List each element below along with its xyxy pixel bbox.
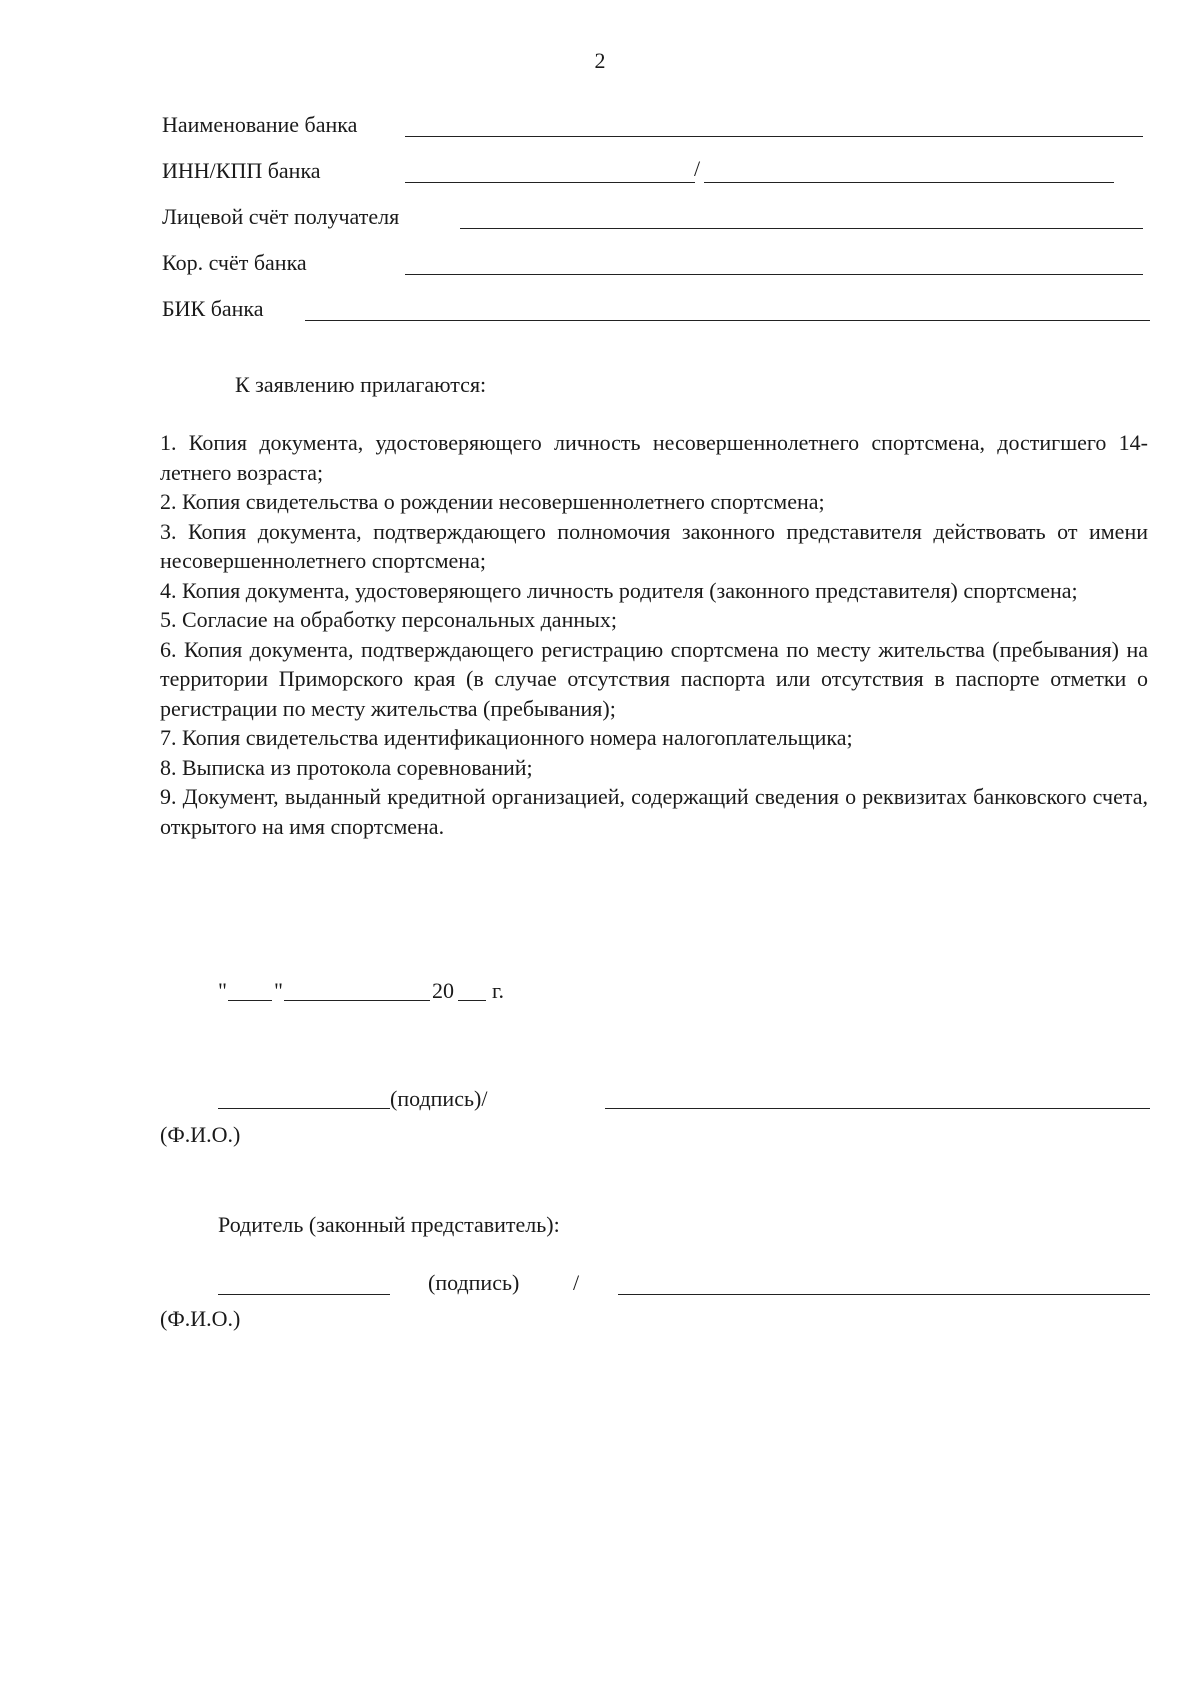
signature-field[interactable] (218, 1108, 390, 1109)
parent-signature-label: (подпись) (428, 1270, 520, 1295)
parent-fio-label: (Ф.И.О.) (160, 1306, 241, 1331)
date-quote-close: " (274, 978, 283, 1003)
list-item: 9. Документ, выданный кредитной организацией, содержащий сведения о реквизитах банковского счета, открытого на имя спортсмена. (160, 784, 1148, 839)
fio-field[interactable] (605, 1108, 1150, 1109)
date-year-field[interactable] (458, 1000, 486, 1001)
kpp-field[interactable] (704, 182, 1114, 183)
signature-label: (подпись)/ (390, 1086, 488, 1111)
bik-field[interactable] (305, 320, 1150, 321)
date-year-prefix: 20 (432, 978, 454, 1003)
bank-name-label: Наименование банка (162, 112, 358, 137)
list-item: 7. Копия свидетельства идентификационного номера налогоплательщика; (160, 725, 853, 750)
date-day-field[interactable] (228, 1000, 272, 1001)
list-item: 8. Выписка из протокола соревнований; (160, 754, 533, 780)
list-item: 1. Копия документа, удостоверяющего личность несовершеннолетнего спортсмена, достигшего 14-летнего возраста; (160, 430, 1148, 485)
list-item: 3. Копия документа, подтверждающего полномочия законного представителя действовать от имени несовершеннолетнего спортсмена; (160, 518, 1148, 573)
account-field[interactable] (460, 228, 1143, 229)
attachments-list (160, 428, 1148, 841)
list-item: 6. Копия документа, подтверждающего регистрацию спортсмена по месту жительства (пребывания) на территории Приморского края (в случае отсутствия паспорта или отсутствия в паспорте отметки о регистрации по месту жительства (пребывания); (160, 636, 1148, 721)
parent-signature-field[interactable] (218, 1294, 390, 1295)
parent-heading: Родитель (законный представитель): (218, 1212, 560, 1237)
parent-separator: / (573, 1270, 580, 1295)
list-item: 5. Согласие на обработку персональных данных; (160, 607, 618, 632)
date-quote-open: " (218, 978, 227, 1003)
bik-label: БИК банка (162, 296, 264, 321)
date-month-field[interactable] (284, 1000, 430, 1001)
parent-fio-field[interactable] (618, 1294, 1150, 1295)
corr-account-label: Кор. счёт банка (162, 250, 307, 275)
inn-field[interactable] (405, 182, 695, 183)
page-number: 2 (594, 48, 606, 73)
account-label: Лицевой счёт получателя (162, 204, 400, 229)
inn-kpp-separator: / (694, 156, 701, 181)
bank-name-field[interactable] (405, 136, 1143, 137)
corr-account-field[interactable] (405, 274, 1143, 275)
fio-label: (Ф.И.О.) (160, 1122, 241, 1147)
date-year-suffix: г. (492, 978, 505, 1003)
list-item: 4. Копия документа, удостоверяющего личность родителя (законного представителя) спортсмена; (160, 577, 1078, 603)
inn-kpp-label: ИНН/КПП банка (162, 158, 321, 183)
list-item: 2. Копия свидетельства о рождении несовершеннолетнего спортсмена; (160, 489, 825, 514)
attachments-heading: К заявлению прилагаются: (235, 372, 487, 397)
